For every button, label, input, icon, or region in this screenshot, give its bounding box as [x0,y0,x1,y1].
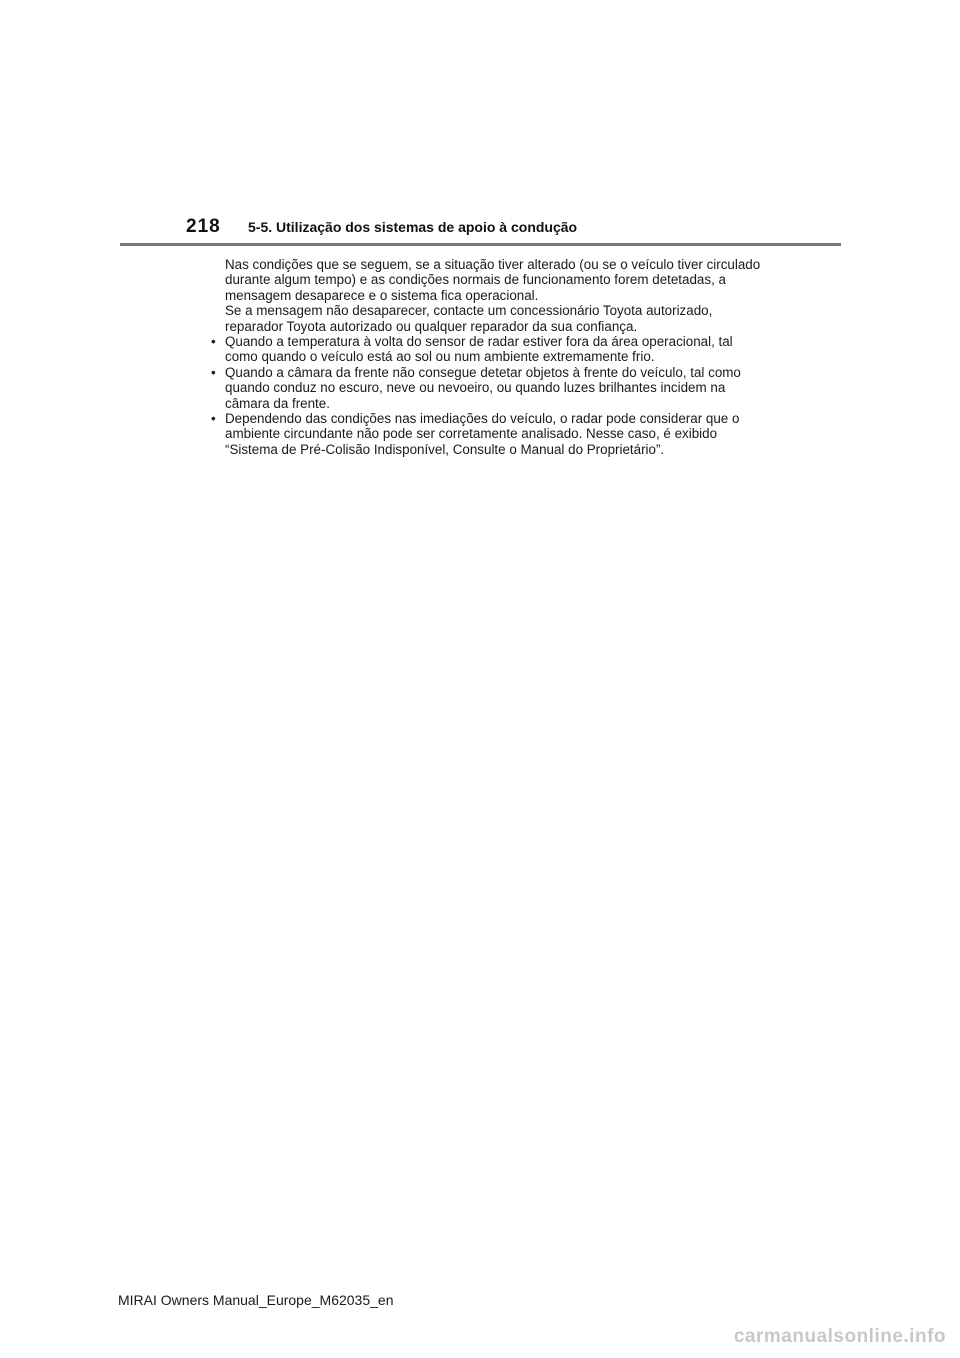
list-item-text: Quando a temperatura à volta do sensor de radar estiver fora da área operacional, tal como quando o veículo está ao sol ou num ambiente extremamente frio. [225,334,733,365]
list-item-text: Quando a câmara da frente não consegue detetar objetos à frente do veículo, tal como quando conduz no escuro, neve ou nevoeiro, ou quando luzes brilhantes incidem na câmara da frente. [225,364,741,411]
conditions-list [209,334,769,457]
bullet-icon: • [211,334,216,350]
paragraph-conditions: Nas condições que se seguem, se a situação tiver alterado (ou se o veículo tiver circulado durante algum tempo) e as condições normais de funcionamento forem detetadas, a mensagem desaparece e o sistema fica operacional. [225,257,761,303]
header-divider [120,243,841,246]
list-item [209,365,769,411]
list-item [209,411,769,457]
bullet-icon: • [211,411,216,427]
list-item-text: Dependendo das condições nas imediações do veículo, o radar pode considerar que o ambiente circundante não pode ser corretamente analisado. Nesse caso, é exibido “Sistema de Pré-Colisão Indisponível, Consulte o Manual do Proprietário”. [225,411,740,457]
paragraph-contact-dealer: Se a mensagem não desaparecer, contacte um concessionário Toyota autorizado, reparador Toyota autorizado ou qualquer reparador da sua confiança. [225,303,713,334]
footer-manual-name: MIRAI Owners Manual_Europe_M62035_en [118,1292,394,1308]
body-content [209,257,769,457]
section-title: 5-5. Utilização dos sistemas de apoio à condução [248,219,578,235]
bullet-icon: • [211,364,216,380]
page-number: 218 [186,216,221,237]
watermark-logo[interactable]: carmanualsonline.info [733,1326,946,1347]
list-item [209,334,769,365]
